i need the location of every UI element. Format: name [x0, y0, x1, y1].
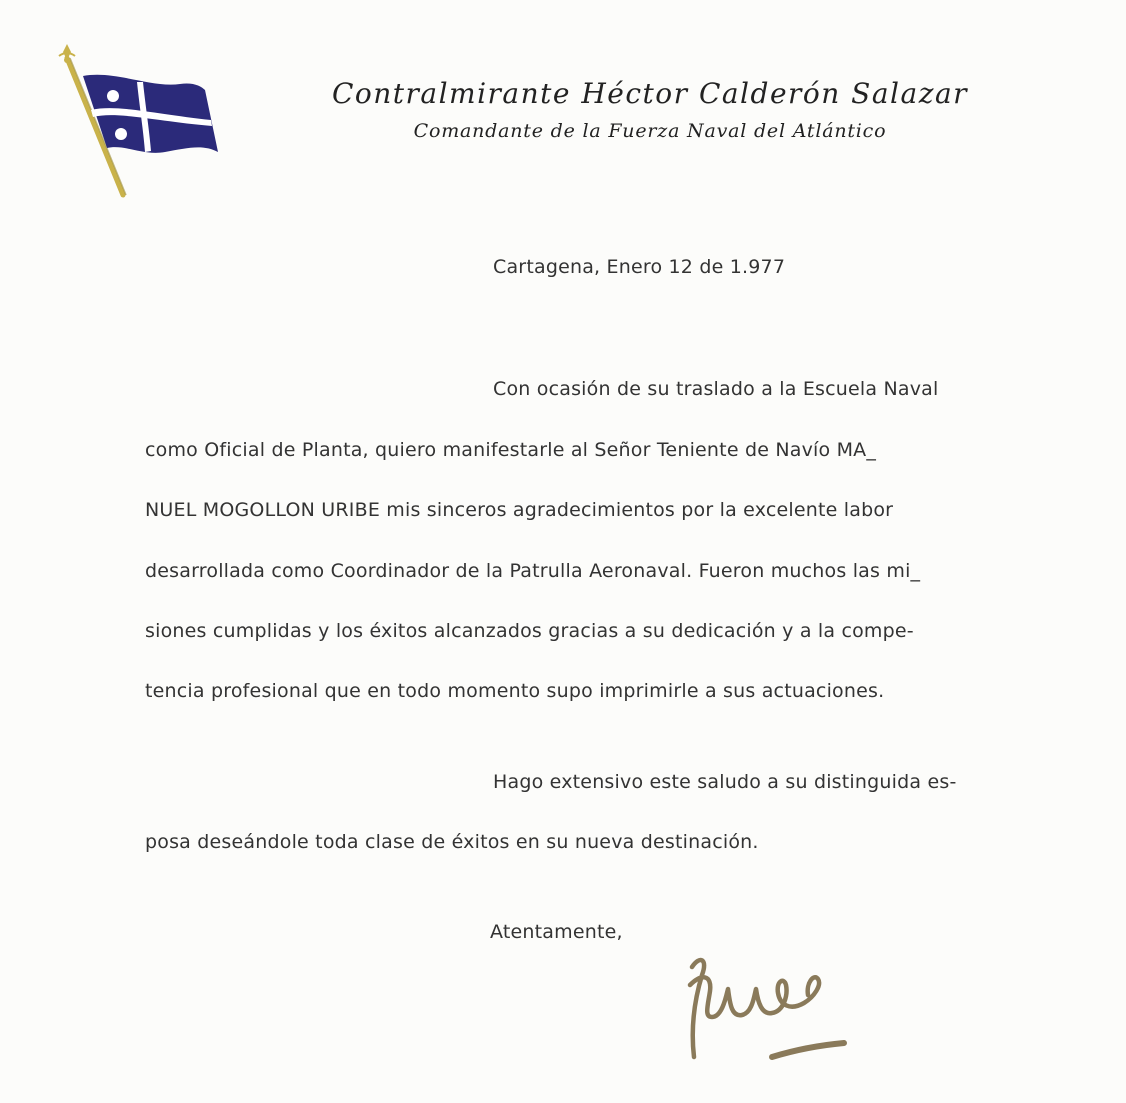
letter-date: Cartagena, Enero 12 de 1.977: [493, 256, 786, 278]
paragraph1-line5: siones cumplidas y los éxitos alcanzados gracias a su dedicación y a la compe-: [145, 620, 914, 642]
signature-icon: [672, 945, 852, 1075]
closing: Atentamente,: [490, 921, 623, 943]
sender-title: Comandante de la Fuerza Naval del Atlántico: [413, 120, 887, 142]
paragraph1-line1: Con ocasión de su traslado a la Escuela Naval: [493, 378, 939, 400]
paragraph1-line6: tencia profesional que en todo momento supo imprimirle a sus actuaciones.: [145, 680, 885, 702]
paragraph1-line4: desarrollada como Coordinador de la Patrulla Aeronaval. Fueron muchos las mi_: [145, 560, 921, 582]
paragraph2-line1: Hago extensivo este saludo a su distinguida es-: [493, 771, 957, 793]
letterhead: [300, 74, 1000, 142]
paragraph2-line2: posa deseándole toda clase de éxitos en su nueva destinación.: [145, 831, 759, 853]
paragraph1-line3: NUEL MOGOLLON URIBE mis sinceros agradecimientos por la excelente labor: [145, 499, 894, 521]
sender-name: Contralmirante Héctor Calderón Salazar: [331, 77, 969, 110]
naval-flag-icon: [55, 40, 225, 200]
paragraph1-line2: como Oficial de Planta, quiero manifestarle al Señor Teniente de Navío MA_: [145, 439, 877, 461]
